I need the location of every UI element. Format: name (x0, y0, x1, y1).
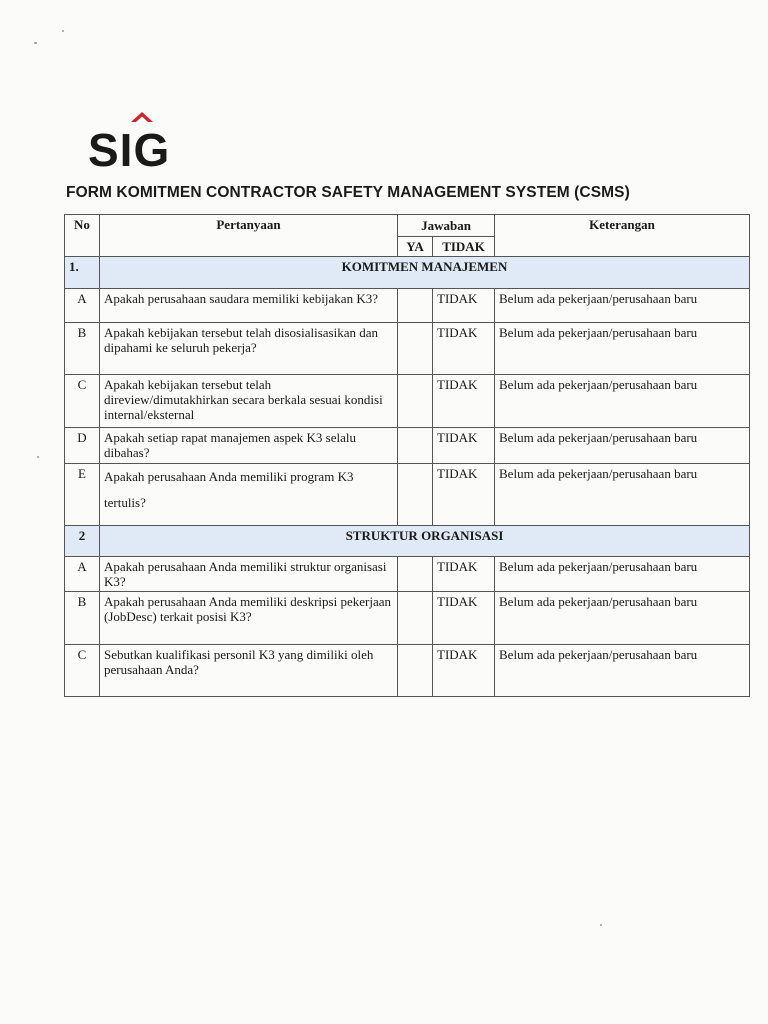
row-id: A (65, 557, 100, 592)
question-text: Apakah perusahaan Anda memiliki struktur organisasi K3? (100, 557, 398, 592)
answer-yes-cell[interactable] (398, 592, 433, 645)
table-row (65, 645, 750, 697)
scan-speck (37, 456, 39, 458)
header-no-answer: TIDAK (433, 237, 495, 257)
answer-no-cell[interactable]: TIDAK (433, 645, 495, 697)
question-text: Apakah setiap rapat manajemen aspek K3 selalu dibahas? (100, 428, 398, 464)
table-row (65, 375, 750, 428)
answer-no-cell[interactable]: TIDAK (433, 323, 495, 375)
csms-form-table (64, 214, 750, 697)
header-yes: YA (398, 237, 433, 257)
section-row (65, 257, 750, 289)
scan-speck (62, 30, 64, 32)
row-id: B (65, 592, 100, 645)
answer-no-cell[interactable]: TIDAK (433, 557, 495, 592)
question-text: Apakah perusahaan saudara memiliki kebijakan K3? (100, 289, 398, 323)
table-row (65, 464, 750, 526)
row-id: D (65, 428, 100, 464)
logo-wordmark: SIG (88, 124, 171, 174)
answer-yes-cell[interactable] (398, 289, 433, 323)
row-id: C (65, 375, 100, 428)
table-row (65, 428, 750, 464)
answer-no-cell[interactable]: TIDAK (433, 289, 495, 323)
question-text: Sebutkan kualifikasi personil K3 yang dimiliki oleh perusahaan Anda? (100, 645, 398, 697)
answer-no-cell[interactable]: TIDAK (433, 375, 495, 428)
remark-text: Belum ada pekerjaan/perusahaan baru (495, 428, 750, 464)
remark-text: Belum ada pekerjaan/perusahaan baru (495, 323, 750, 375)
section-title: STRUKTUR ORGANISASI (100, 526, 750, 557)
remark-text: Belum ada pekerjaan/perusahaan baru (495, 557, 750, 592)
remark-text: Belum ada pekerjaan/perusahaan baru (495, 289, 750, 323)
form-title: FORM KOMITMEN CONTRACTOR SAFETY MANAGEMENT SYSTEM (CSMS) (66, 184, 630, 201)
remark-text: Belum ada pekerjaan/perusahaan baru (495, 464, 750, 526)
question-text: Apakah kebijakan tersebut telah direview/dimutakhirkan secara berkala sesuai kondisi internal/eksternal (100, 375, 398, 428)
row-id: E (65, 464, 100, 526)
answer-no-cell[interactable]: TIDAK (433, 464, 495, 526)
table-row (65, 323, 750, 375)
answer-yes-cell[interactable] (398, 464, 433, 526)
section-number: 2 (65, 526, 100, 557)
table-row (65, 592, 750, 645)
question-text: Apakah perusahaan Anda memiliki deskripsi pekerjaan (JobDesc) terkait posisi K3? (100, 592, 398, 645)
row-id: C (65, 645, 100, 697)
row-id: A (65, 289, 100, 323)
scan-speck (600, 924, 602, 926)
answer-yes-cell[interactable] (398, 375, 433, 428)
answer-yes-cell[interactable] (398, 323, 433, 375)
section-row (65, 526, 750, 557)
section-number: 1. (65, 257, 100, 289)
remark-text: Belum ada pekerjaan/perusahaan baru (495, 592, 750, 645)
header-question: Pertanyaan (100, 215, 398, 257)
section-title: KOMITMEN MANAJEMEN (100, 257, 750, 289)
answer-yes-cell[interactable] (398, 428, 433, 464)
answer-yes-cell[interactable] (398, 557, 433, 592)
sig-logo (86, 104, 196, 174)
scan-speck (34, 42, 37, 44)
logo-roof-mark (131, 112, 153, 122)
answer-no-cell[interactable]: TIDAK (433, 592, 495, 645)
header-no: No (65, 215, 100, 257)
table-row (65, 289, 750, 323)
question-text: Apakah kebijakan tersebut telah disosialisasikan dan dipahami ke seluruh pekerja? (100, 323, 398, 375)
header-answer: Jawaban (398, 215, 495, 237)
question-text: Apakah perusahaan Anda memiliki program K3 tertulis? (100, 464, 398, 526)
remark-text: Belum ada pekerjaan/perusahaan baru (495, 645, 750, 697)
answer-yes-cell[interactable] (398, 645, 433, 697)
row-id: B (65, 323, 100, 375)
remark-text: Belum ada pekerjaan/perusahaan baru (495, 375, 750, 428)
header-remarks: Keterangan (495, 215, 750, 257)
table-row (65, 557, 750, 592)
answer-no-cell[interactable]: TIDAK (433, 428, 495, 464)
